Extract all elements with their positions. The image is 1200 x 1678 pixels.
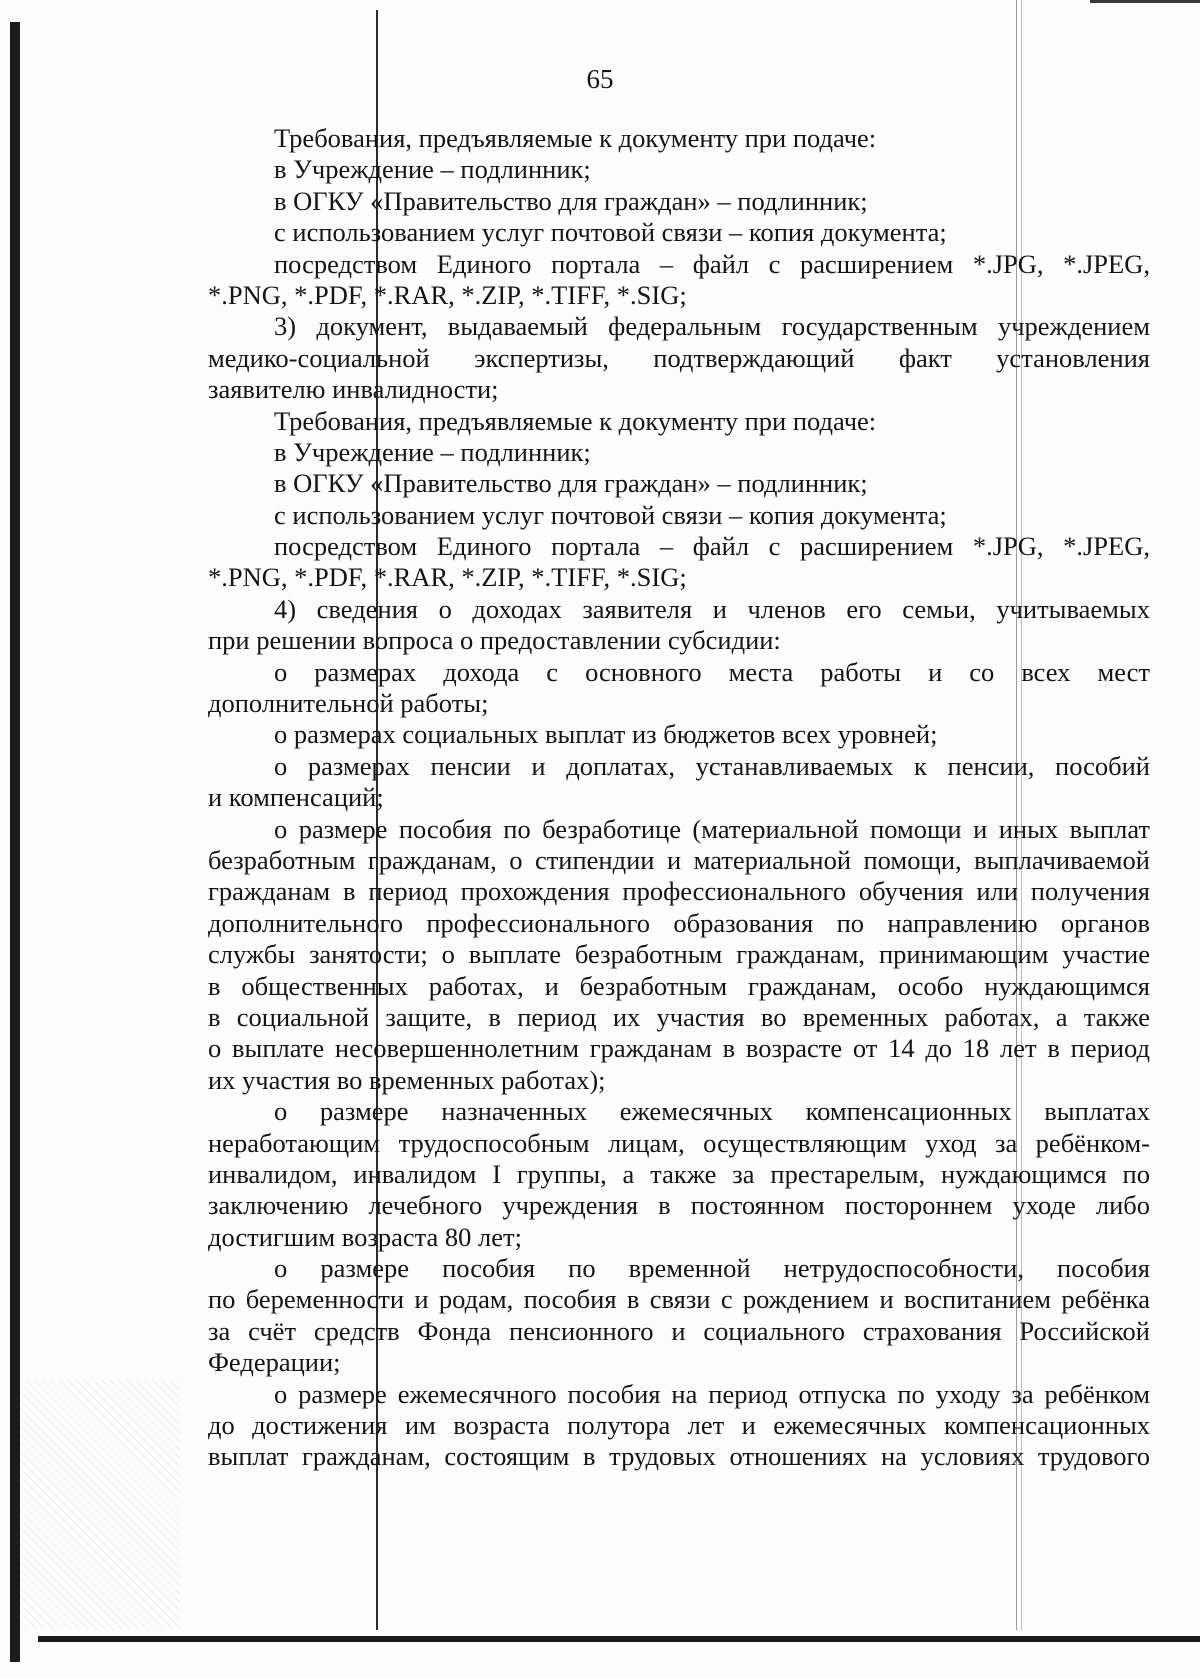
- text-line: о размере пособия по временной нетрудоспособности, пособия: [274, 1253, 1150, 1284]
- text-line: о размере ежемесячного пособия на период отпуска по уходу за ребёнком: [274, 1378, 1150, 1409]
- text-line: 3) документ, выдаваемый федеральным государственным учреждением: [274, 311, 1150, 342]
- text-line: достигшим возраста 80 лет;: [208, 1221, 522, 1252]
- text-line: по беременности и родам, пособия в связи с рождением и воспитанием ребёнка: [208, 1284, 1150, 1315]
- text-line: о размерах социальных выплат из бюджетов всех уровней;: [274, 719, 938, 750]
- text-line: с использованием услуг почтовой связи – копия документа;: [274, 499, 947, 530]
- text-line: до достижения им возраста полутора лет и ежемесячных компенсационных: [208, 1410, 1150, 1441]
- text-line: в ОГКУ «Правительство для граждан» – подлинник;: [274, 185, 868, 216]
- text-line: Федерации;: [208, 1347, 341, 1378]
- scan-border-left: [10, 22, 20, 1662]
- text-line: дополнительного профессионального образования по направлению органов: [208, 907, 1150, 938]
- text-line: 4) сведения о доходах заявителя и членов его семьи, учитываемых: [274, 593, 1150, 624]
- text-line: медико-социальной экспертизы, подтверждающий факт установления: [208, 342, 1150, 373]
- text-line: о выплате несовершеннолетним гражданам в возрасте от 14 до 18 лет в период: [208, 1033, 1150, 1064]
- text-line: инвалидом, инвалидом I группы, а также за престарелым, нуждающимся по: [208, 1158, 1150, 1189]
- text-line: о размерах пенсии и доплатах, устанавливаемых к пенсии, пособий: [274, 750, 1150, 781]
- text-line: *.PNG, *.PDF, *.RAR, *.ZIP, *.TIFF, *.SIG;: [208, 279, 687, 310]
- scan-noise: [20, 1380, 180, 1630]
- text-line: *.PNG, *.PDF, *.RAR, *.ZIP, *.TIFF, *.SIG;: [208, 562, 687, 593]
- scan-edge: [1090, 0, 1200, 3]
- text-line: о размере пособия по безработице (материальной помощи и иных выплат: [274, 813, 1150, 844]
- text-line: и компенсаций;: [208, 782, 384, 813]
- text-line: в Учреждение – подлинник;: [274, 154, 591, 185]
- text-line: заключению лечебного учреждения в постоянном постороннем уходе либо: [208, 1190, 1150, 1221]
- text-line: в социальной защите, в период их участия во временных работах, а также: [208, 1001, 1150, 1032]
- text-line: о размере назначенных ежемесячных компенсационных выплатах: [274, 1096, 1150, 1127]
- text-line: заявителю инвалидности;: [208, 374, 499, 405]
- text-line: о размерах дохода с основного места работы и со всех мест: [274, 656, 1150, 687]
- text-line: неработающим трудоспособным лицам, осуществляющим уход за ребёнком-: [208, 1127, 1150, 1158]
- text-line: гражданам в период прохождения профессионального обучения или получения: [208, 876, 1150, 907]
- text-line: службы занятости; о выплате безработным гражданам, принимающим участие: [208, 939, 1150, 970]
- document-body: [208, 123, 1150, 1473]
- scan-border-bottom: [38, 1636, 1200, 1642]
- text-line: посредством Единого портала – файл с расширением *.JPG, *.JPEG,: [274, 248, 1150, 279]
- text-line: в общественных работах, и безработным гражданам, особо нуждающимся: [208, 970, 1150, 1001]
- text-line: их участия во временных работах);: [208, 1064, 606, 1095]
- text-line: при решении вопроса о предоставлении субсидии:: [208, 625, 781, 656]
- text-line: посредством Единого портала – файл с расширением *.JPG, *.JPEG,: [274, 531, 1150, 562]
- text-line: выплат гражданам, состоящим в трудовых отношениях на условиях трудового: [208, 1441, 1150, 1472]
- text-line: за счёт средств Фонда пенсионного и социального страхования Российской: [208, 1315, 1150, 1346]
- text-line: безработным гражданам, о стипендии и материальной помощи, выплачиваемой: [208, 844, 1150, 875]
- text-line: с использованием услуг почтовой связи – копия документа;: [274, 217, 947, 248]
- text-line: в Учреждение – подлинник;: [274, 436, 591, 467]
- text-line: в ОГКУ «Правительство для граждан» – подлинник;: [274, 468, 868, 499]
- page-number: 65: [586, 64, 614, 94]
- text-line: дополнительной работы;: [208, 688, 489, 719]
- text-line: Требования, предъявляемые к документу при подаче:: [274, 405, 877, 436]
- text-line: Требования, предъявляемые к документу при подаче:: [274, 123, 877, 153]
